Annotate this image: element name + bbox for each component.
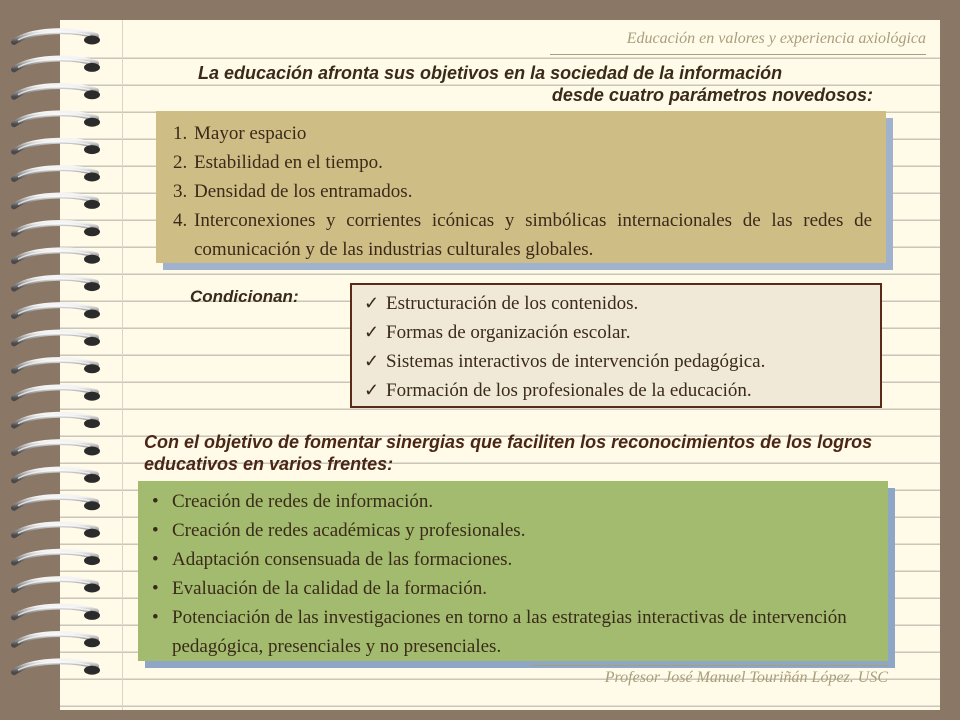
binding-hole [84, 63, 100, 72]
condicionan-item-text: Estructuración de los contenidos. [386, 293, 639, 314]
actions-list [138, 481, 888, 661]
main-heading-line2: desde cuatro parámetros novedosos: [551, 85, 873, 105]
parameters-list [156, 111, 886, 264]
binding-hole [84, 173, 100, 182]
action-item [152, 574, 878, 603]
header-rule [550, 54, 926, 55]
main-heading [198, 62, 873, 106]
action-item-text: Adaptación consensuada de las formaciones. [172, 549, 513, 570]
bullet-icon: • [152, 491, 159, 512]
binding-hole [84, 310, 100, 319]
bullet-icon: • [152, 549, 159, 570]
action-item-text: Creación de redes académicas y profesionales. [172, 520, 526, 541]
binding-hole [84, 364, 100, 373]
condicionan-box [350, 283, 882, 408]
condicionan-item-text: Sistemas interactivos de intervención pedagógica. [386, 351, 766, 372]
action-item [152, 545, 878, 574]
binding-hole [84, 611, 100, 620]
binding-hole [84, 556, 100, 565]
binding-hole [84, 282, 100, 291]
action-item [152, 516, 878, 545]
binding-hole [84, 474, 100, 483]
bullet-icon: • [152, 607, 159, 628]
footer-rule [530, 665, 888, 666]
action-item-text: Potenciación de las investigaciones en torno a las estrategias interactivas de intervención pedagógica, presenciales y no presenciales. [172, 607, 847, 657]
binding-hole [84, 90, 100, 99]
condicionan-item-text: Formación de los profesionales de la educación. [386, 380, 752, 401]
binding-hole [84, 584, 100, 593]
binding-hole [84, 529, 100, 538]
checkmark-icon: ✓ [364, 293, 380, 313]
condicionan-item [364, 318, 880, 347]
objective-heading: Con el objetivo de fomentar sinergias que faciliten los reconocimientos de los logros educativos en varios frentes: [144, 432, 873, 474]
bullet-icon: • [152, 578, 159, 599]
binding-hole [84, 118, 100, 127]
footer-author: Profesor José Manuel Touriñán López. USC [604, 669, 888, 686]
checkmark-icon: ✓ [364, 322, 380, 342]
binding-hole [84, 666, 100, 675]
binding-hole [84, 392, 100, 401]
action-item-text: Creación de redes de información. [172, 491, 434, 512]
binding-hole [84, 337, 100, 346]
action-item-text: Evaluación de la calidad de la formación. [172, 578, 487, 599]
binding-hole [84, 447, 100, 456]
header-title: Educación en valores y experiencia axiológica [626, 30, 926, 47]
parameters-box [156, 111, 886, 263]
parameter-item: 4. Interconexiones y corrientes icónicas y simbólicas internacionales de las redes de comunicación y de las industrias culturales globales. [192, 206, 872, 264]
binding-hole [84, 255, 100, 264]
checkmark-icon: ✓ [364, 351, 380, 371]
margin-line [122, 20, 123, 710]
action-item [152, 603, 878, 661]
parameter-item: 2. Estabilidad en el tiempo. [192, 148, 872, 177]
actions-box [138, 481, 888, 661]
checkmark-icon: ✓ [364, 380, 380, 400]
action-item [152, 487, 878, 516]
notebook-page [60, 20, 940, 710]
main-heading-line1: La educación afronta sus objetivos en la sociedad de la información [198, 63, 783, 83]
binding-hole [84, 200, 100, 209]
binding-hole [84, 145, 100, 154]
condicionan-label: Condicionan: [190, 287, 299, 306]
binding-hole [84, 227, 100, 236]
binding-hole [84, 501, 100, 510]
condicionan-item [364, 376, 880, 405]
binding-hole [84, 419, 100, 428]
condicionan-item [364, 289, 880, 318]
condicionan-item [364, 347, 880, 376]
binding-hole [84, 36, 100, 45]
parameter-item: 3. Densidad de los entramados. [192, 177, 872, 206]
condicionan-list [352, 285, 880, 405]
spiral-binding [0, 0, 120, 720]
parameter-item: 1. Mayor espacio [192, 119, 872, 148]
bullet-icon: • [152, 520, 159, 541]
binding-hole [84, 638, 100, 647]
condicionan-item-text: Formas de organización escolar. [386, 322, 631, 343]
